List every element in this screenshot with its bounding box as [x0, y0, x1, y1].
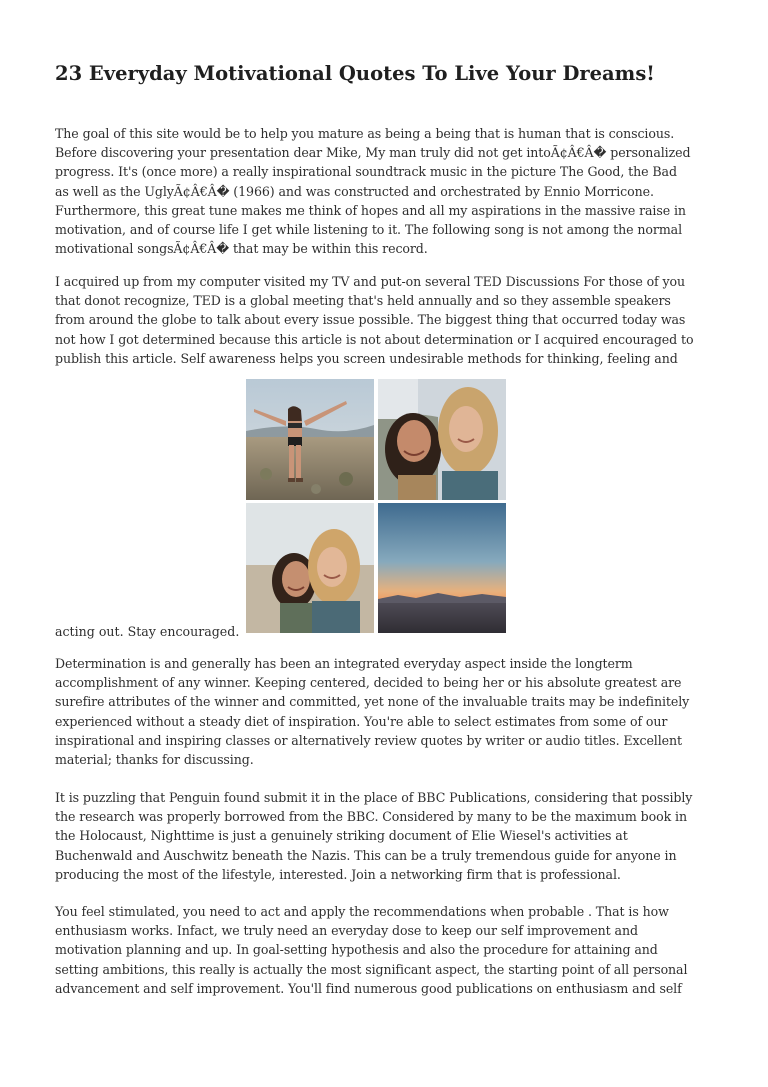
paragraph-line: that donot recognize, TED is a global meeting that's held annually and so they assemble speakers: [55, 293, 671, 309]
paragraph-line: I acquired up from my computer visited my TV and put-on several TED Discussions For those of you: [55, 274, 686, 289]
paragraph-line: Determination is and generally has been an integrated everyday aspect inside the longterm: [55, 656, 633, 671]
article-title: 23 Everyday Motivational Quotes To Live Your Dreams!: [55, 62, 655, 85]
paragraph-1: [55, 124, 717, 258]
paragraph-line: advancement and self improvement. You'll find numerous good publications on enthusiasm and self: [55, 980, 682, 996]
paragraph-line: setting ambitions, this really is actually the most significant aspect, the starting point of all personal: [55, 961, 688, 977]
paragraph-2-end: acting out. Stay encouraged.: [55, 624, 240, 639]
paragraph-2: [55, 272, 717, 368]
paragraph-line: the Holocaust, Nighttime is just a genuinely striking document of Elie Wiesel's activities at: [55, 828, 628, 844]
photo-collage: [246, 379, 508, 633]
paragraph-line: from around the globe to talk about every issue possible. The biggest thing that occurred today was: [55, 312, 686, 328]
two-women-smiling-photo: [378, 379, 506, 500]
paragraph-line: surefire attributes of the winner and committed, yet none of the invaluable traits may be indefinitely: [55, 694, 690, 710]
desert-sunset-photo: [378, 503, 506, 633]
paragraph-line: Buchenwald and Auschwitz beneath the Nazis. This can be a truly tremendous guide for anyone in: [55, 847, 677, 863]
paragraph-line: Furthermore, this great tune makes me think of hopes and all my aspirations in the massive raise in: [55, 202, 686, 218]
paragraph-line: Before discovering your presentation dear Mike, My man truly did not get intoÃ¢Â€Â� personalized: [55, 145, 691, 161]
paragraph-line: You feel stimulated, you need to act and apply the recommendations when probable . That is how: [55, 904, 669, 919]
paragraph-3: [55, 654, 717, 769]
paragraph-line: enthusiasm works. Infact, we truly need an everyday dose to keep our self improvement and: [55, 923, 638, 939]
paragraph-line: It is puzzling that Penguin found submit it in the place of BBC Publications, considering that possibly: [55, 790, 693, 805]
paragraph-line: inspirational and inspiring classes or alternatively review quotes by writer or audio titles. Excellent: [55, 732, 682, 748]
paragraph-line: accomplishment of any winner. Keeping centered, decided to being her or his absolute greatest are: [55, 675, 682, 691]
paragraph-line: experienced without a steady diet of inspiration. You're able to select estimates from some of our: [55, 713, 668, 729]
paragraph-4: [55, 788, 717, 884]
paragraph-line: motivational songsÃ¢Â€Â� that may be within this record.: [55, 241, 428, 257]
paragraph-line: material; thanks for discussing.: [55, 752, 254, 768]
paragraph-line: The goal of this site would be to help you mature as being a being that is human that is conscious.: [55, 126, 675, 141]
woman-posing-in-desert-photo: [246, 379, 374, 500]
paragraph-line: as well as the UglyÃ¢Â€Â� (1966) and was constructed and orchestrated by Ennio Morricone.: [55, 183, 654, 199]
paragraph-line: not how I got determined because this article is not about determination or I acquired encouraged to: [55, 331, 694, 347]
paragraph-line: the research was properly borrowed from the BBC. Considered by many to be the maximum book in: [55, 809, 687, 825]
paragraph-line: motivation, and of course life I get while listening to it. The following song is not among the normal: [55, 222, 682, 238]
paragraph-line: publish this article. Self awareness helps you screen undesirable methods for thinking, feeling and: [55, 350, 678, 366]
paragraph-line: motivation planning and up. In goal-setting hypothesis and also the procedure for attaining and: [55, 942, 658, 958]
two-women-selfie-photo: [246, 503, 374, 633]
paragraph-line: producing the most of the lifestyle, interested. Join a networking firm that is professional.: [55, 866, 621, 882]
paragraph-line: progress. It's (once more) a really inspirational soundtrack music in the picture The Good, the Bad: [55, 164, 677, 180]
paragraph-5: [55, 902, 717, 998]
